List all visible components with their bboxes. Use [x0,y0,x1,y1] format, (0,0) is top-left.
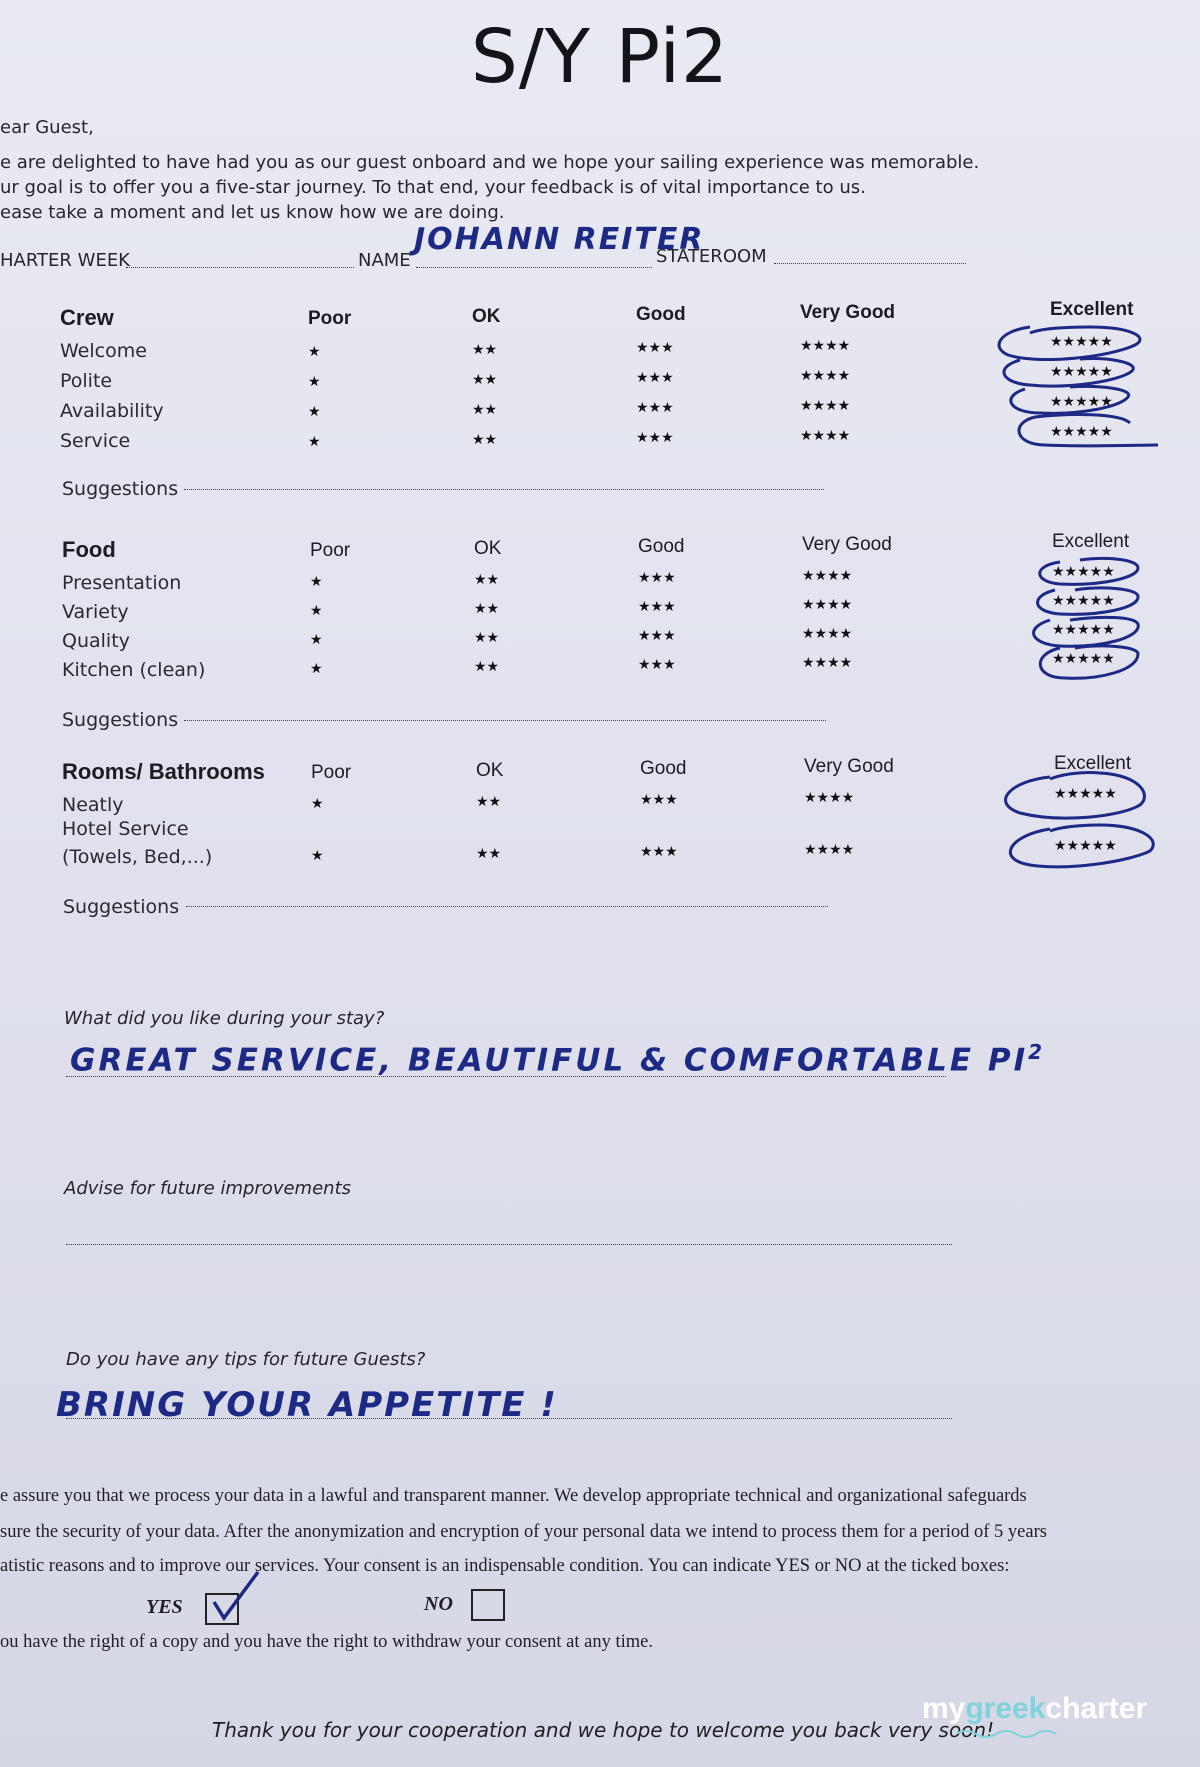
crew-row-polite: Polite [60,370,113,392]
rating-star-1[interactable]: ★ [310,632,323,648]
consent-line-2: sure the security of your data. After the anonymization and encryption of your personal data we intend to process them for a period of 5 years [0,1522,1047,1542]
col-ok: OK [476,760,504,781]
food-row-quality: Quality [62,630,130,652]
name-label: NAME [358,250,411,271]
col-poor: Poor [308,308,352,329]
rating-star-3[interactable]: ★★★ [636,370,674,386]
crew-row-service: Service [60,430,131,452]
crew-suggestions-label: Suggestions [62,478,179,500]
rating-star-2[interactable]: ★★ [472,402,498,418]
col-very-good: Very Good [804,756,894,777]
rating-star-5[interactable]: ★★★★★ [1050,334,1113,350]
col-ok: OK [474,538,502,559]
food-suggestions-label: Suggestions [62,709,179,731]
tips-question: Do you have any tips for future Guests? [66,1349,426,1370]
rating-star-4[interactable]: ★★★★ [800,338,851,354]
consent-no-checkbox[interactable] [471,1589,505,1621]
rating-star-2[interactable]: ★★ [474,601,500,617]
rating-star-3[interactable]: ★★★ [638,599,676,615]
rooms-row-neatly: Neatly [62,794,124,816]
consent-rights-line: ou have the right of a copy and you have the right to withdraw your consent at any time. [0,1632,653,1652]
rating-star-1[interactable]: ★ [311,848,324,864]
rating-star-3[interactable]: ★★★ [636,340,674,356]
rooms-suggestions-label: Suggestions [63,896,180,918]
crew-row-welcome: Welcome [60,340,147,362]
tips-answer: BRING YOUR APPETITE ! [56,1385,558,1425]
rating-star-3[interactable]: ★★★ [636,400,674,416]
liked-field[interactable] [66,1076,946,1077]
col-poor: Poor [311,762,352,783]
col-excellent: Excellent [1050,299,1134,320]
greeting: ear Guest, [0,117,94,138]
rating-star-1[interactable]: ★ [310,574,323,590]
col-very-good: Very Good [802,534,892,555]
rating-star-5[interactable]: ★★★★★ [1050,394,1113,410]
food-row-presentation: Presentation [62,572,182,594]
tips-field[interactable] [66,1418,952,1419]
rooms-suggestions-field[interactable] [186,906,828,907]
liked-question: What did you like during your stay? [64,1008,385,1029]
pen-circles-rooms [990,755,1170,885]
col-poor: Poor [310,540,351,561]
rooms-title: Rooms/ Bathrooms [62,759,265,784]
improve-field[interactable] [66,1244,952,1245]
improve-question: Advise for future improvements [64,1178,351,1199]
check-mark-icon [208,1568,268,1626]
rating-star-4[interactable]: ★★★★ [804,790,855,806]
thanks-line: Thank you for your cooperation and we hope to welcome you back very soon! [212,1718,995,1742]
rating-star-4[interactable]: ★★★★ [800,428,851,444]
rating-star-2[interactable]: ★★ [476,794,502,810]
rating-star-3[interactable]: ★★★ [640,792,678,808]
intro-line-1: e are delighted to have had you as our guest onboard and we hope your sailing experience was memorable. [0,152,980,173]
rating-star-1[interactable]: ★ [310,603,323,619]
col-very-good: Very Good [800,302,896,323]
rating-star-3[interactable]: ★★★ [638,628,676,644]
rating-star-5[interactable]: ★★★★★ [1054,838,1117,854]
rating-star-2[interactable]: ★★ [474,572,500,588]
rating-star-5[interactable]: ★★★★★ [1052,593,1115,609]
rating-star-1[interactable]: ★ [308,374,321,390]
col-good: Good [640,758,687,779]
rating-star-1[interactable]: ★ [311,796,324,812]
rating-star-3[interactable]: ★★★ [640,844,678,860]
rating-star-5[interactable]: ★★★★★ [1052,622,1115,638]
rating-star-2[interactable]: ★★ [472,432,498,448]
food-row-kitchen: Kitchen (clean) [62,659,206,681]
crew-title: Crew [60,305,114,330]
col-excellent: Excellent [1054,753,1132,774]
rating-star-4[interactable]: ★★★★ [800,368,851,384]
col-good: Good [636,304,686,325]
rating-star-1[interactable]: ★ [308,434,321,450]
rating-star-1[interactable]: ★ [308,404,321,420]
pen-circles-food [1020,540,1170,690]
food-title: Food [62,537,116,562]
rating-star-5[interactable]: ★★★★★ [1052,651,1115,667]
rating-star-4[interactable]: ★★★★ [802,597,853,613]
col-excellent: Excellent [1052,531,1130,552]
rating-star-2[interactable]: ★★ [472,342,498,358]
crew-suggestions-field[interactable] [184,489,824,490]
rating-star-5[interactable]: ★★★★★ [1052,564,1115,580]
rooms-row-hotel-service: Hotel Service [62,818,189,840]
crew-row-availability: Availability [60,400,164,422]
page-title: S/Y Pi2 [470,14,730,100]
rating-star-2[interactable]: ★★ [476,846,502,862]
name-field[interactable] [416,267,652,268]
food-row-variety: Variety [62,601,129,623]
rating-star-3[interactable]: ★★★ [638,570,676,586]
liked-answer: GREAT SERVICE, BEAUTIFUL & COMFORTABLE $PI^2$ [70,1040,1046,1079]
brand-logo: mygreekcharter [922,1692,1148,1725]
rating-star-4[interactable]: ★★★★ [802,568,853,584]
stateroom-field[interactable] [774,263,966,264]
rating-star-3[interactable]: ★★★ [636,430,674,446]
rating-star-5[interactable]: ★★★★★ [1050,424,1113,440]
consent-yes-label: YES [146,1596,183,1618]
rating-star-4[interactable]: ★★★★ [802,655,853,671]
rating-star-2[interactable]: ★★ [472,372,498,388]
col-ok: OK [472,306,501,327]
intro-line-3: ease take a moment and let us know how we are doing. [0,202,505,223]
rating-star-2[interactable]: ★★ [474,659,500,675]
rating-star-1[interactable]: ★ [310,661,323,677]
col-good: Good [638,536,685,557]
rating-star-5[interactable]: ★★★★★ [1050,364,1113,380]
rating-star-4[interactable]: ★★★★ [800,398,851,414]
charter-week-label: HARTER WEEK [0,250,130,271]
consent-line-3: atistic reasons and to improve our services. Your consent is an indispensable condition. You can indicate YES or NO at the ticked boxes: [0,1556,1010,1576]
rating-star-1[interactable]: ★ [308,344,321,360]
rating-star-5[interactable]: ★★★★★ [1054,786,1117,802]
name-handwritten: JOHANN REITER [414,222,705,257]
rating-star-2[interactable]: ★★ [474,630,500,646]
pen-circles-crew [990,305,1170,455]
charter-week-field[interactable] [126,267,354,268]
intro-line-2: ur goal is to offer you a five-star journey. To that end, your feedback is of vital importance to us. [0,177,866,198]
rooms-row-towels-bed: (Towels, Bed,...) [62,846,213,868]
consent-line-1: e assure you that we process your data in a lawful and transparent manner. We develop appropriate technical and organizational safeguards [0,1486,1027,1506]
logo-wave-icon [956,1728,1066,1740]
consent-no-label: NO [424,1593,453,1615]
rating-star-3[interactable]: ★★★ [638,657,676,673]
food-suggestions-field[interactable] [184,720,826,721]
rating-star-4[interactable]: ★★★★ [802,626,853,642]
rating-star-4[interactable]: ★★★★ [804,842,855,858]
stateroom-label: STATEROOM [656,246,767,267]
